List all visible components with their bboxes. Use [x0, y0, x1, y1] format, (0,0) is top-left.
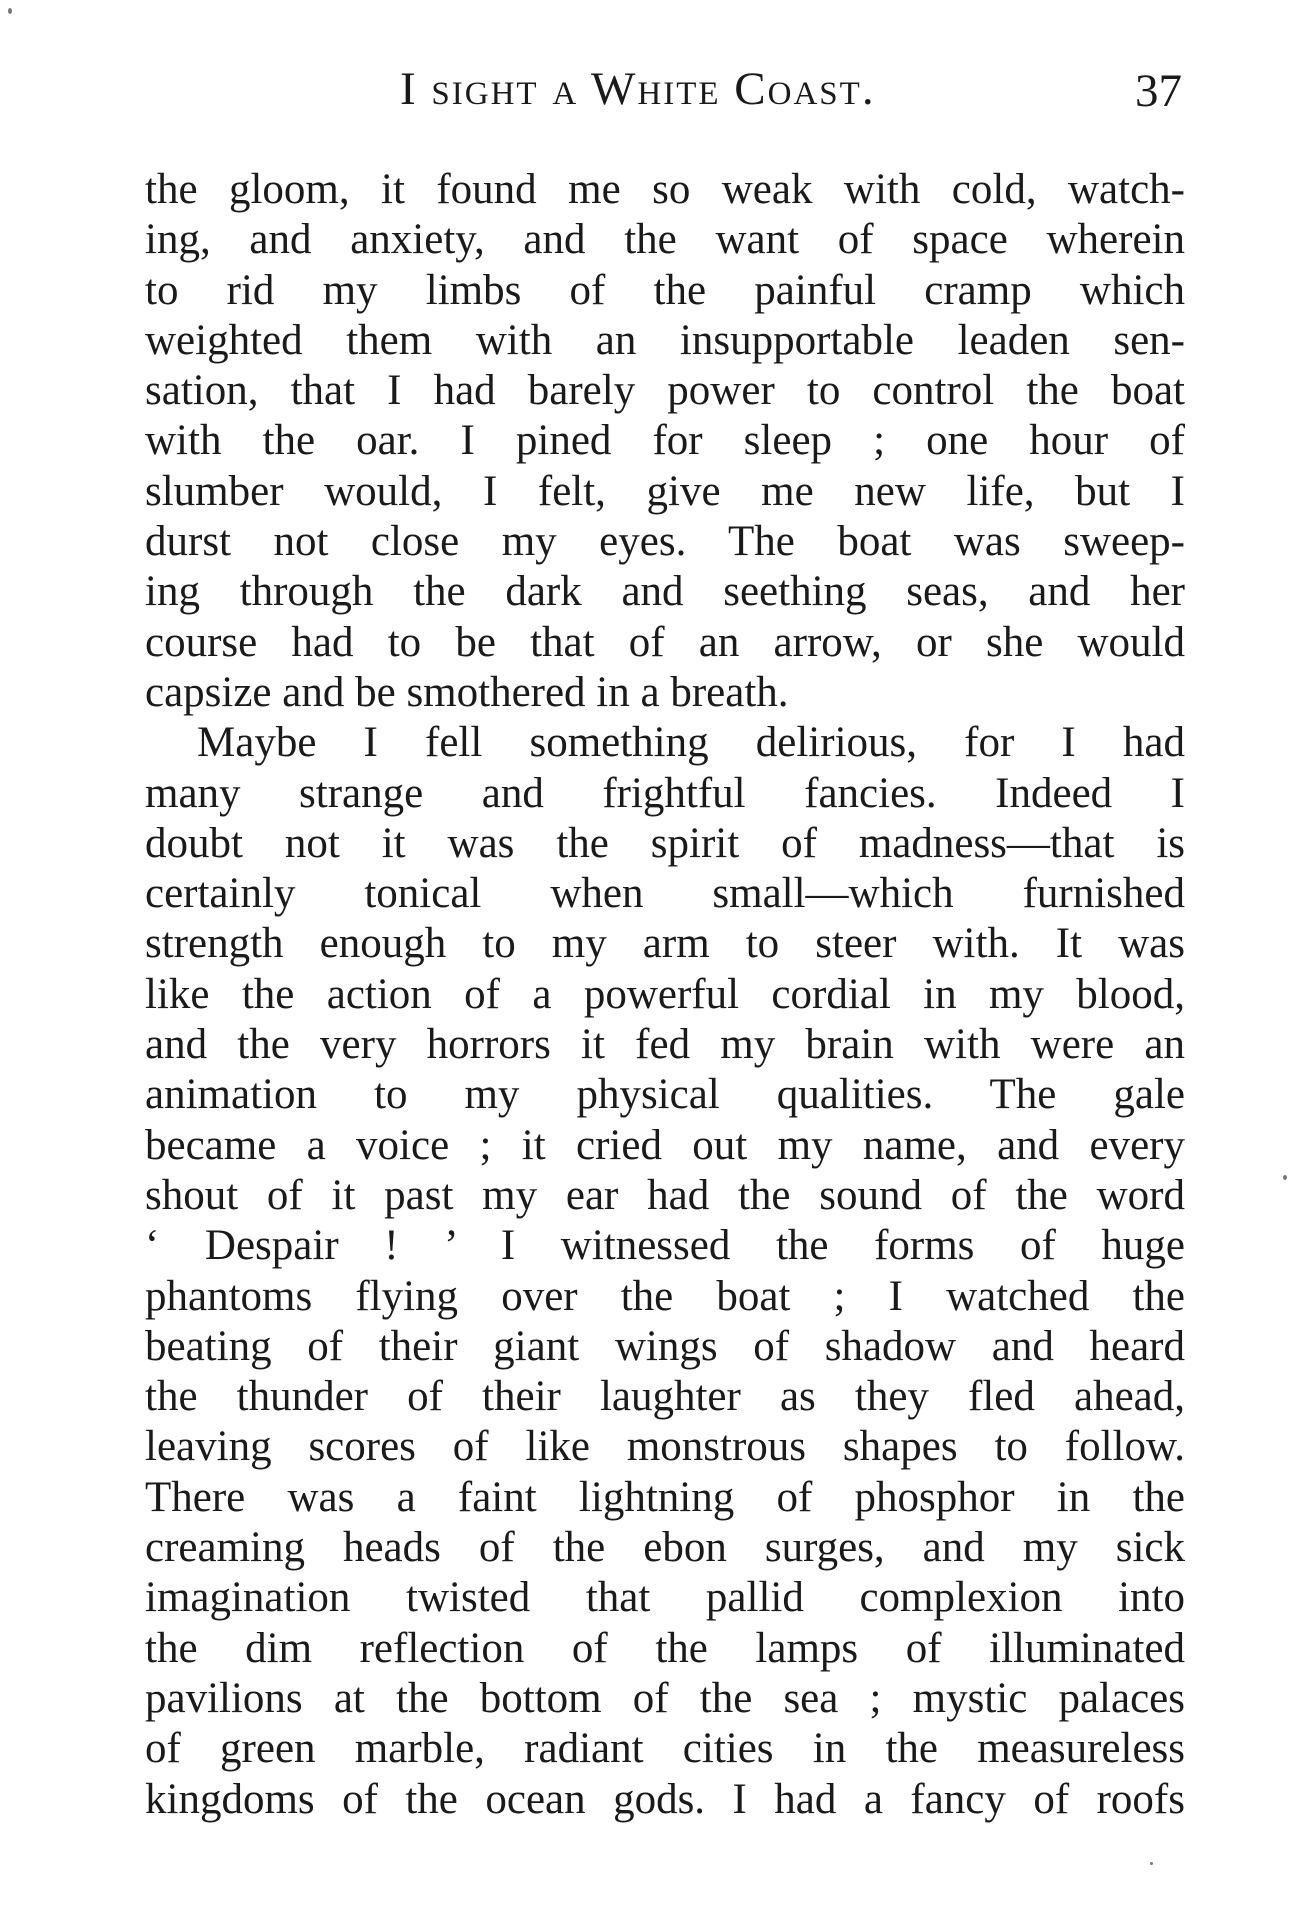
text-line: doubt not it was the spirit of madness—that is	[145, 819, 1185, 867]
text-line: with the oar. I pined for sleep ; one hour of	[145, 417, 1185, 465]
text-line: imagination twisted that pallid complexion into	[145, 1574, 1185, 1622]
paragraph-2	[145, 718, 1185, 1825]
text-line: beating of their giant wings of shadow and heard	[145, 1322, 1185, 1370]
text-line: the gloom, it found me so weak with cold, watch-	[145, 166, 1185, 213]
text-line: shout of it past my ear had the sound of the word	[145, 1171, 1185, 1219]
text-line: to rid my limbs of the painful cramp which	[145, 266, 1185, 314]
text-line: pavilions at the bottom of the sea ; mystic palaces	[145, 1674, 1185, 1722]
text-line: the dim reflection of the lamps of illuminated	[145, 1624, 1185, 1672]
text-line: sation, that I had barely power to control the boat	[145, 367, 1185, 415]
text-line: strength enough to my arm to steer with. It was	[145, 920, 1185, 968]
text-line: slumber would, I felt, give me new life, but I	[145, 467, 1185, 515]
paper-speck	[8, 8, 12, 14]
text-line: capsize and be smothered in a breath.	[145, 668, 789, 716]
text-line: weighted them with an insupportable leaden sen-	[145, 316, 1185, 364]
text-line: certainly tonical when small—which furnished	[145, 870, 1185, 918]
text-line: There was a faint lightning of phosphor in the	[145, 1473, 1185, 1521]
text-line: Maybe I fell something delirious, for I had	[197, 719, 1185, 767]
paragraph-1	[145, 165, 1185, 718]
text-line: ing, and anxiety, and the want of space wherein	[145, 216, 1185, 264]
text-line: animation to my physical qualities. The gale	[145, 1071, 1185, 1119]
text-line: phantoms flying over the boat ; I watched the	[145, 1272, 1185, 1320]
text-line: like the action of a powerful cordial in my blood,	[145, 970, 1185, 1018]
text-line: many strange and frightful fancies. Indeed I	[145, 769, 1185, 817]
running-title: I sight a White Coast.	[400, 63, 876, 115]
text-line: leaving scores of like monstrous shapes to follow.	[145, 1423, 1185, 1471]
paper-speck	[1150, 1862, 1153, 1865]
text-line: became a voice ; it cried out my name, and every	[145, 1121, 1185, 1169]
text-line: the thunder of their laughter as they fled ahead,	[145, 1373, 1185, 1421]
text-line: course had to be that of an arrow, or she would	[145, 618, 1185, 666]
text-line: and the very horrors it fed my brain with were an	[145, 1021, 1185, 1069]
text-line: kingdoms of the ocean gods. I had a fancy of roofs	[145, 1775, 1185, 1823]
text-line: of green marble, radiant cities in the measureless	[145, 1725, 1185, 1773]
body-text	[145, 165, 1185, 1825]
text-line: creaming heads of the ebon surges, and my sick	[145, 1524, 1185, 1572]
text-line: durst not close my eyes. The boat was sweep-	[145, 518, 1185, 566]
running-head	[0, 62, 1295, 122]
page-number: 37	[1135, 65, 1182, 117]
text-line: ‘ Despair ! ’ I witnessed the forms of huge	[145, 1222, 1185, 1270]
paper-speck	[1283, 1175, 1287, 1180]
text-line: ing through the dark and seething seas, and her	[145, 568, 1185, 616]
